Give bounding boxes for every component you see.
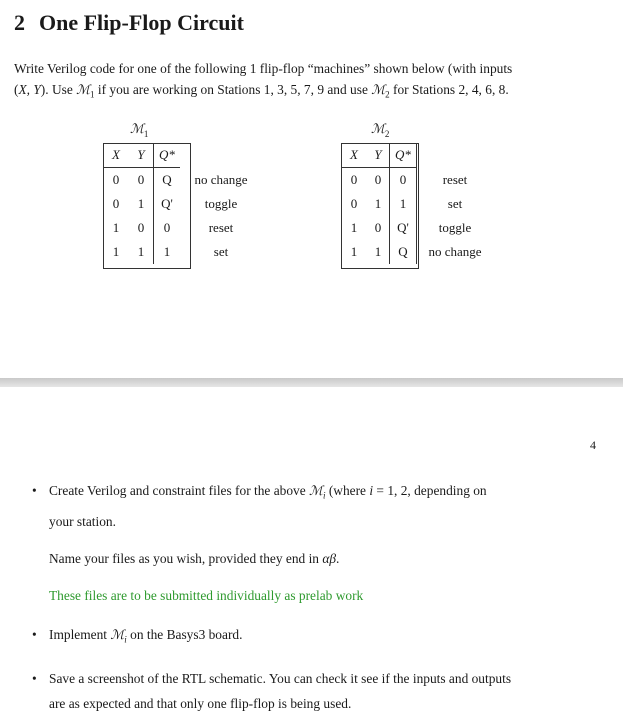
- cell-desc: no change: [194, 171, 248, 187]
- cell-desc: no change: [428, 244, 482, 259]
- task-list: [24, 478, 599, 716]
- intro-line-2: (X, Y). Use ℳ$_1$ if you are working on Stations 1, 3, 5, 7, 9 and use ℳ$_2$ for Stations 2, 4, 6, 8.: [14, 82, 509, 100]
- cell-q: 0: [163, 220, 171, 235]
- m2-symbol: ℳ: [371, 83, 386, 98]
- cell-x: 0: [112, 196, 120, 211]
- page-separator: [0, 378, 623, 387]
- intro-text-a: ). Use: [40, 82, 77, 97]
- truth-table-m2: [341, 143, 493, 264]
- cell-desc: reset: [208, 220, 234, 235]
- bullet-icon: •: [32, 483, 37, 498]
- cell-x: 1: [112, 220, 120, 235]
- mi-symbol: ℳ: [110, 627, 125, 643]
- intro-paragraph: [14, 58, 600, 106]
- b1-note-1: [49, 546, 599, 571]
- mi-symbol: ℳ: [309, 484, 323, 499]
- b1-line-2: your station.: [49, 513, 116, 529]
- cell-y: 1: [367, 240, 390, 264]
- cell-q: Q: [390, 240, 417, 264]
- cell-x: 1: [112, 244, 120, 259]
- section-heading: [14, 10, 244, 36]
- cell-desc: toggle: [204, 196, 238, 211]
- cell-y: 0: [367, 168, 390, 193]
- cell-x: 0: [350, 196, 358, 211]
- m2-subscript: 2: [385, 89, 390, 100]
- table-row: [341, 216, 493, 240]
- col-qstar: Q*: [390, 143, 417, 168]
- col-x: X: [341, 143, 367, 168]
- list-item: [24, 622, 599, 653]
- m1-symbol: ℳ: [76, 83, 91, 98]
- note-period: .: [336, 550, 340, 566]
- col-qstar: Q*: [154, 143, 181, 168]
- cell-q: 0: [390, 168, 417, 193]
- b3-line-1: Save a screenshot of the RTL schematic. You can check it see if the inputs and outputs: [49, 671, 512, 687]
- intro-text-b: if you are working on Stations 1, 3, 5, 7, 9 and use: [94, 82, 372, 97]
- b1-text-c: = 1, 2, depending on: [373, 483, 487, 498]
- table-row: [103, 192, 262, 216]
- cell-x: 1: [350, 244, 358, 259]
- table1-title: [130, 122, 148, 139]
- cell-y: 0: [129, 216, 154, 240]
- list-item: [24, 666, 599, 716]
- table-row: [341, 168, 493, 193]
- b1-var-i: i: [369, 483, 374, 498]
- mi-subscript: i: [322, 490, 326, 501]
- page-number: 4: [590, 438, 596, 452]
- b2-text-a: Implement: [49, 626, 111, 642]
- col-y: Y: [367, 143, 390, 168]
- cell-desc: toggle: [438, 220, 472, 235]
- cell-q: Q': [390, 216, 417, 240]
- cell-y: 1: [367, 192, 390, 216]
- b1-text-a: Create Verilog and constraint files for the above: [49, 483, 310, 498]
- m1-subscript: 1: [90, 89, 95, 100]
- prelab-note: These files are to be submitted individually as prelab work: [49, 587, 364, 603]
- list-item: [24, 478, 599, 608]
- bullet-icon: •: [32, 626, 37, 642]
- cell-q: 1: [390, 192, 417, 216]
- table-row: [341, 240, 493, 264]
- intro-line-1: Write Verilog code for one of the following 1 flip-flop “machines” shown below (with inputs: [14, 61, 513, 76]
- table1-title-subscript: 1: [143, 128, 149, 139]
- col-x: X: [103, 143, 129, 168]
- b3-line-2: are as expected and that only one flip-flop is being used.: [49, 696, 352, 712]
- table2-title: [371, 122, 389, 139]
- cell-x: 0: [350, 172, 358, 187]
- note-text: Name your files as you wish, provided they end in: [49, 550, 323, 566]
- cell-q: Q: [162, 172, 172, 187]
- cell-x: 0: [112, 172, 120, 187]
- section-number: 2: [14, 10, 25, 35]
- cell-desc: set: [213, 244, 229, 259]
- intro-text-c: for Stations 2, 4, 6, 8.: [389, 82, 509, 97]
- cell-desc: set: [447, 196, 463, 211]
- truth-table-m1: [103, 143, 262, 264]
- cell-q: Q': [161, 196, 173, 211]
- table-row: [341, 192, 493, 216]
- cell-y: 0: [367, 216, 390, 240]
- bullet-icon: •: [32, 671, 37, 687]
- cell-desc: reset: [442, 171, 468, 187]
- cell-y: 1: [129, 192, 154, 216]
- col-y: Y: [129, 143, 154, 168]
- table2-title-symbol: ℳ: [371, 122, 385, 137]
- section-title: One Flip-Flop Circuit: [39, 10, 244, 35]
- table-row: [103, 216, 262, 240]
- mi-subscript: i: [124, 634, 127, 645]
- table-row: [103, 240, 262, 264]
- cell-y: 1: [129, 240, 154, 264]
- table2-title-subscript: 2: [384, 128, 390, 139]
- cell-q: 1: [163, 244, 171, 259]
- intro-vars: X, Y: [18, 82, 41, 97]
- table1-title-symbol: ℳ: [130, 122, 144, 137]
- ab-suffix: αβ: [322, 550, 337, 566]
- cell-x: 1: [350, 220, 358, 235]
- table-row: [103, 168, 262, 193]
- cell-y: 0: [129, 168, 154, 193]
- b2-text-b: on the Basys3 board.: [126, 626, 243, 642]
- b1-text-b: (where: [325, 483, 370, 498]
